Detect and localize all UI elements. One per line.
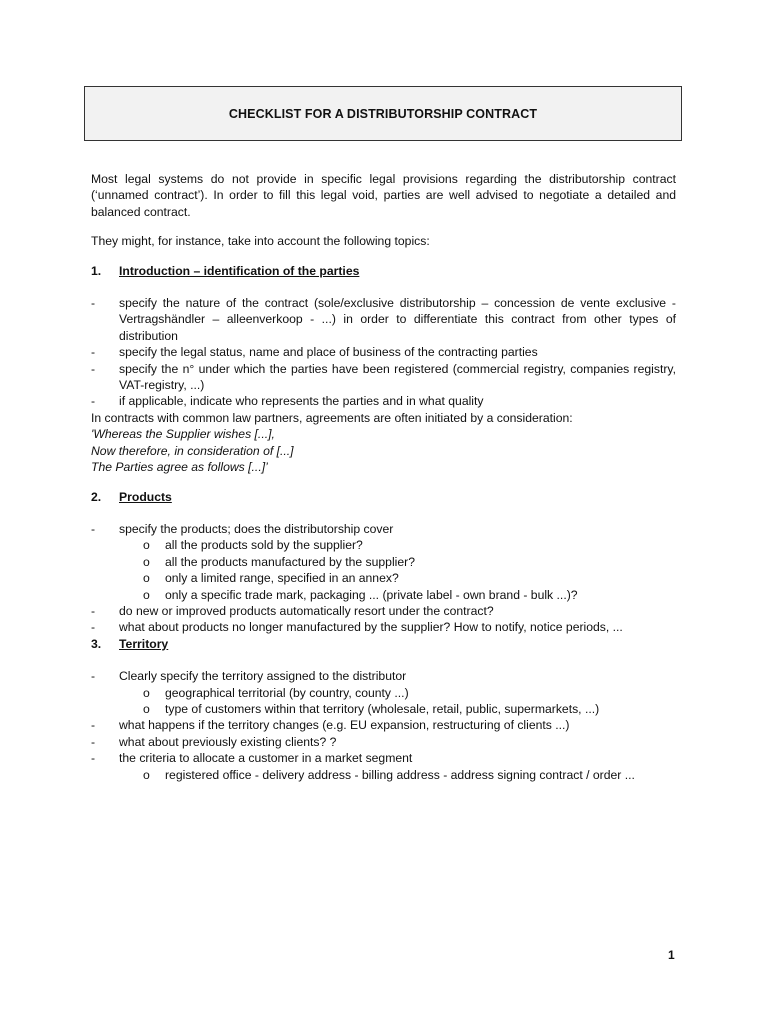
sub-list-item: [91, 570, 676, 586]
section-title: Products: [119, 489, 172, 504]
list-item: [91, 361, 676, 394]
list-item: [91, 393, 676, 409]
sub-item-text: registered office - delivery address - billing address - address signing contract / order ...: [165, 767, 635, 782]
list-item-text: what about products no longer manufactured by the supplier? How to notify, notice periods, ...: [119, 620, 623, 635]
list-item-text: if applicable, indicate who represents the parties and in what quality: [119, 394, 484, 409]
section-number: 1.: [91, 263, 102, 278]
list-item: [91, 750, 676, 766]
sublist-container: [91, 537, 676, 603]
sub-item-text: only a limited range, specified in an annex?: [165, 571, 399, 586]
list-item-text: Clearly specify the territory assigned to the distributor: [119, 669, 407, 684]
sub-list-item: [91, 587, 676, 603]
list-item-text: what happens if the territory changes (e.g. EU expansion, restructuring of clients ...): [119, 718, 570, 733]
sub-item-text: only a specific trade mark, packaging ... (private label - own brand - bulk ...)?: [165, 587, 578, 602]
sub-list-item: [91, 685, 676, 701]
section-3-sublist-2: [91, 767, 676, 783]
list-item: [91, 521, 676, 537]
list-item-text: what about previously existing clients? ?: [119, 734, 337, 749]
circle-bullet: o: [143, 571, 150, 586]
list-item-text: specify the products; does the distributorship cover: [119, 521, 394, 536]
section-3-list: [91, 668, 676, 783]
circle-bullet: o: [143, 554, 150, 569]
section-3-heading: [91, 636, 676, 652]
section-1-heading: [91, 263, 676, 279]
sub-list-item: [91, 767, 676, 783]
quote-line: 'Whereas the Supplier wishes [...],: [91, 427, 275, 442]
sublist-container: [91, 767, 676, 783]
dash-bullet: -: [91, 296, 96, 311]
section-number: 2.: [91, 489, 102, 504]
sub-item-text: all the products sold by the supplier?: [165, 538, 363, 553]
circle-bullet: o: [143, 685, 150, 700]
dash-bullet: -: [91, 521, 96, 536]
sub-item-text: all the products manufactured by the supplier?: [165, 554, 415, 569]
circle-bullet: o: [143, 587, 150, 602]
sub-list-item: [91, 701, 676, 717]
list-item: [91, 344, 676, 360]
dash-bullet: -: [91, 394, 96, 409]
section-2-heading: [91, 489, 676, 505]
list-item-text: the criteria to allocate a customer in a market segment: [119, 751, 413, 766]
list-item: [91, 734, 676, 750]
sub-list-item: [91, 537, 676, 553]
list-item-text: specify the n° under which the parties have been registered (commercial registry, companies registry, VAT-registry, ...): [119, 361, 676, 393]
list-item-text: do new or improved products automatically resort under the contract?: [119, 603, 494, 618]
dash-bullet: -: [91, 669, 96, 684]
section-title: Territory: [119, 636, 169, 651]
list-item: [91, 717, 676, 733]
topics-intro: They might, for instance, take into account the following topics:: [91, 234, 430, 249]
circle-bullet: o: [143, 767, 150, 782]
quote-line: Now therefore, in consideration of [...]: [91, 443, 294, 458]
section-1-list: [91, 295, 676, 410]
title-box: [84, 86, 682, 141]
dash-bullet: -: [91, 751, 96, 766]
section-2-list: [91, 521, 676, 636]
list-item: [91, 619, 676, 635]
dash-bullet: -: [91, 603, 96, 618]
dash-bullet: -: [91, 718, 96, 733]
list-item: [91, 295, 676, 344]
sub-list-item: [91, 554, 676, 570]
section-number: 3.: [91, 636, 102, 651]
intro-paragraph: Most legal systems do not provide in specific legal provisions regarding the distributorship contract (‘unnamed contract’). In order to fill this legal void, parties are well advised to negotiate a detailed and balanced contract.: [91, 172, 676, 219]
sub-item-text: type of customers within that territory (wholesale, retail, public, supermarkets, ...): [165, 701, 600, 716]
list-item: [91, 603, 676, 619]
circle-bullet: o: [143, 701, 150, 716]
list-item-text: specify the nature of the contract (sole/exclusive distributorship – concession de vente exclusive - Vertragshändler – alleenverkoop - ...) in order to differentiate this contract from other types of distribution: [119, 296, 676, 343]
list-item-text: specify the legal status, name and place of business of the contracting parties: [119, 345, 538, 360]
consideration-note: In contracts with common law partners, agreements are often initiated by a consideration:: [91, 410, 573, 425]
section-3-sublist: [91, 685, 676, 718]
sublist-container: [91, 685, 676, 718]
circle-bullet: o: [143, 538, 150, 553]
dash-bullet: -: [91, 361, 96, 376]
section-2-sublist: [91, 537, 676, 603]
page-number: 1: [668, 948, 675, 962]
quote-line: The Parties agree as follows [...]’: [91, 460, 268, 475]
list-item: [91, 668, 676, 684]
dash-bullet: -: [91, 620, 96, 635]
section-title: Introduction – identification of the parties: [119, 263, 360, 278]
dash-bullet: -: [91, 734, 96, 749]
dash-bullet: -: [91, 345, 96, 360]
sub-item-text: geographical territorial (by country, county ...): [165, 685, 409, 700]
document-title: CHECKLIST FOR A DISTRIBUTORSHIP CONTRACT: [228, 106, 538, 121]
document-body: [91, 171, 676, 783]
